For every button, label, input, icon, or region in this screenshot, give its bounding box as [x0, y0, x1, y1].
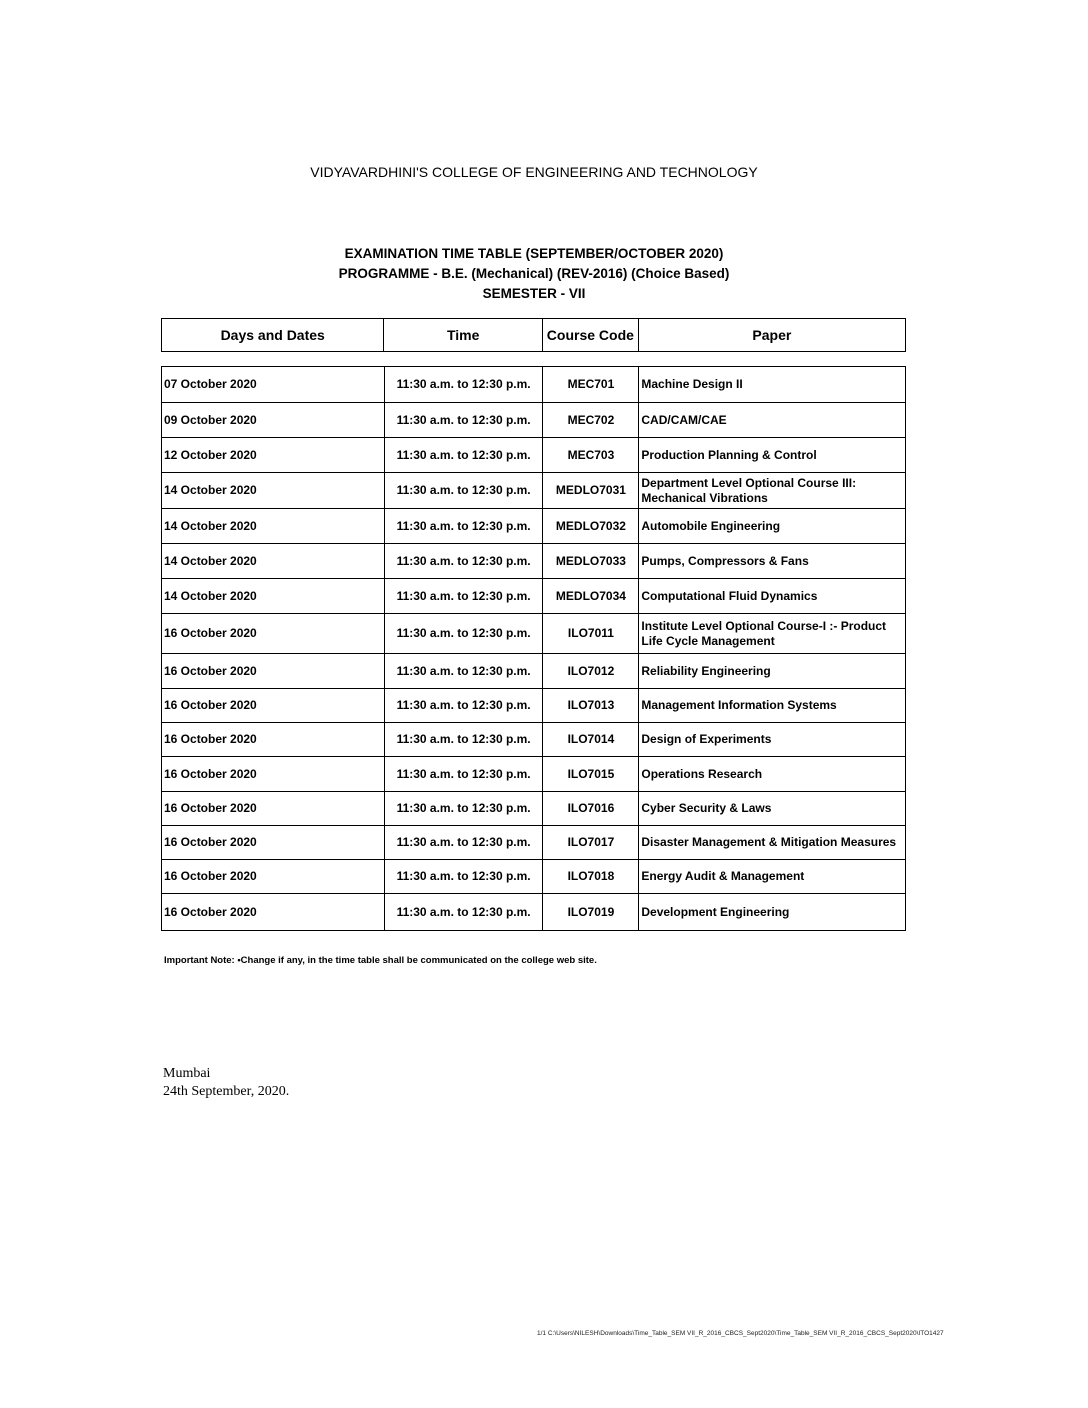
cell-time: 11:30 a.m. to 12:30 p.m.	[385, 614, 544, 653]
cell-time: 11:30 a.m. to 12:30 p.m.	[385, 654, 544, 688]
cell-date: 16 October 2020	[162, 689, 385, 722]
table-row	[161, 722, 906, 756]
table-row	[161, 825, 906, 859]
table-row	[161, 366, 906, 402]
cell-code: ILO7012	[543, 654, 639, 688]
timetable-rows	[161, 366, 906, 931]
cell-paper: Operations Research	[639, 757, 906, 791]
table-row	[161, 437, 906, 472]
cell-time: 11:30 a.m. to 12:30 p.m.	[385, 860, 544, 893]
cell-time: 11:30 a.m. to 12:30 p.m.	[385, 367, 544, 402]
cell-code: ILO7017	[543, 826, 639, 859]
cell-time: 11:30 a.m. to 12:30 p.m.	[385, 509, 544, 543]
cell-paper: Machine Design II	[639, 367, 906, 402]
cell-code: ILO7016	[543, 792, 639, 825]
important-note: Important Note: •Change if any, in the time table shall be communicated on the college web site.	[164, 955, 597, 966]
table-row	[161, 893, 906, 931]
cell-time: 11:30 a.m. to 12:30 p.m.	[385, 689, 544, 722]
cell-paper: Pumps, Compressors & Fans	[639, 544, 906, 578]
cell-time: 11:30 a.m. to 12:30 p.m.	[385, 579, 544, 613]
cell-paper: CAD/CAM/CAE	[639, 403, 906, 437]
college-name: VIDYAVARDHINI'S COLLEGE OF ENGINEERING AND TECHNOLOGY	[310, 164, 758, 180]
cell-paper: Production Planning & Control	[639, 438, 906, 472]
cell-time: 11:30 a.m. to 12:30 p.m.	[385, 894, 544, 930]
table-row	[161, 508, 906, 543]
table-row	[161, 402, 906, 437]
cell-paper: Department Level Optional Course III: Mechanical Vibrations	[639, 473, 906, 508]
cell-date: 16 October 2020	[162, 894, 385, 930]
cell-paper: Development Engineering	[639, 894, 906, 930]
table-row	[161, 613, 906, 653]
programme-title: PROGRAMME - B.E. (Mechanical) (REV-2016) (Choice Based)	[338, 266, 730, 281]
cell-code: ILO7011	[543, 614, 639, 653]
table-row	[161, 859, 906, 893]
cell-time: 11:30 a.m. to 12:30 p.m.	[385, 544, 544, 578]
header-time: Time	[384, 319, 543, 351]
cell-paper: Design of Experiments	[639, 723, 906, 756]
cell-date: 07 October 2020	[162, 367, 385, 402]
cell-paper: Reliability Engineering	[639, 654, 906, 688]
cell-paper: Cyber Security & Laws	[639, 792, 906, 825]
cell-date: 16 October 2020	[162, 614, 385, 653]
cell-date: 12 October 2020	[162, 438, 385, 472]
cell-time: 11:30 a.m. to 12:30 p.m.	[385, 473, 544, 508]
cell-code: MEC702	[543, 403, 639, 437]
cell-date: 16 October 2020	[162, 792, 385, 825]
table-row	[161, 578, 906, 613]
cell-date: 16 October 2020	[162, 654, 385, 688]
cell-time: 11:30 a.m. to 12:30 p.m.	[385, 757, 544, 791]
cell-date: 16 October 2020	[162, 757, 385, 791]
table-row	[161, 472, 906, 508]
cell-date: 14 October 2020	[162, 579, 385, 613]
cell-code: MEDLO7031	[543, 473, 639, 508]
cell-code: ILO7018	[543, 860, 639, 893]
cell-date: 09 October 2020	[162, 403, 385, 437]
cell-date: 16 October 2020	[162, 826, 385, 859]
cell-date: 14 October 2020	[162, 473, 385, 508]
cell-time: 11:30 a.m. to 12:30 p.m.	[385, 438, 544, 472]
cell-paper: Energy Audit & Management	[639, 860, 906, 893]
cell-time: 11:30 a.m. to 12:30 p.m.	[385, 403, 544, 437]
cell-date: 16 October 2020	[162, 723, 385, 756]
cell-date: 14 October 2020	[162, 544, 385, 578]
table-row	[161, 756, 906, 791]
cell-code: ILO7015	[543, 757, 639, 791]
table-row	[161, 791, 906, 825]
date-signed: 24th September, 2020.	[163, 1084, 290, 1099]
cell-code: MEDLO7034	[543, 579, 639, 613]
cell-code: MEC703	[543, 438, 639, 472]
header-days-dates: Days and Dates	[162, 319, 384, 351]
cell-code: ILO7014	[543, 723, 639, 756]
cell-code: MEC701	[543, 367, 639, 402]
table-row	[161, 653, 906, 688]
table-row	[161, 543, 906, 578]
cell-paper: Automobile Engineering	[639, 509, 906, 543]
cell-code: ILO7013	[543, 689, 639, 722]
cell-time: 11:30 a.m. to 12:30 p.m.	[385, 792, 544, 825]
semester-title: SEMESTER - VII	[482, 286, 586, 301]
exam-title: EXAMINATION TIME TABLE (SEPTEMBER/OCTOBER 2020)	[344, 246, 724, 261]
header-course-code: Course Code	[543, 319, 639, 351]
cell-code: ILO7019	[543, 894, 639, 930]
header-paper: Paper	[752, 327, 792, 343]
place: Mumbai	[163, 1066, 211, 1081]
cell-time: 11:30 a.m. to 12:30 p.m.	[385, 723, 544, 756]
cell-paper: Computational Fluid Dynamics	[639, 579, 906, 613]
table-row	[161, 688, 906, 722]
cell-time: 11:30 a.m. to 12:30 p.m.	[385, 826, 544, 859]
cell-date: 16 October 2020	[162, 860, 385, 893]
cell-code: MEDLO7033	[543, 544, 639, 578]
cell-code: MEDLO7032	[543, 509, 639, 543]
footer-path: 1/1 C:\Users\NILESH\Downloads\Time_Table_SEM VII_R_2016_CBCS_Sept2020\Time_Table_SEM VII_R_2016_CBCS_Sept2020\ITO1427	[537, 1330, 944, 1337]
cell-date: 14 October 2020	[162, 509, 385, 543]
cell-paper: Disaster Management & Mitigation Measures	[639, 826, 906, 859]
cell-paper: Institute Level Optional Course-I :- Product Life Cycle Management	[639, 614, 906, 653]
cell-paper: Management Information Systems	[639, 689, 906, 722]
table-header	[161, 318, 906, 352]
